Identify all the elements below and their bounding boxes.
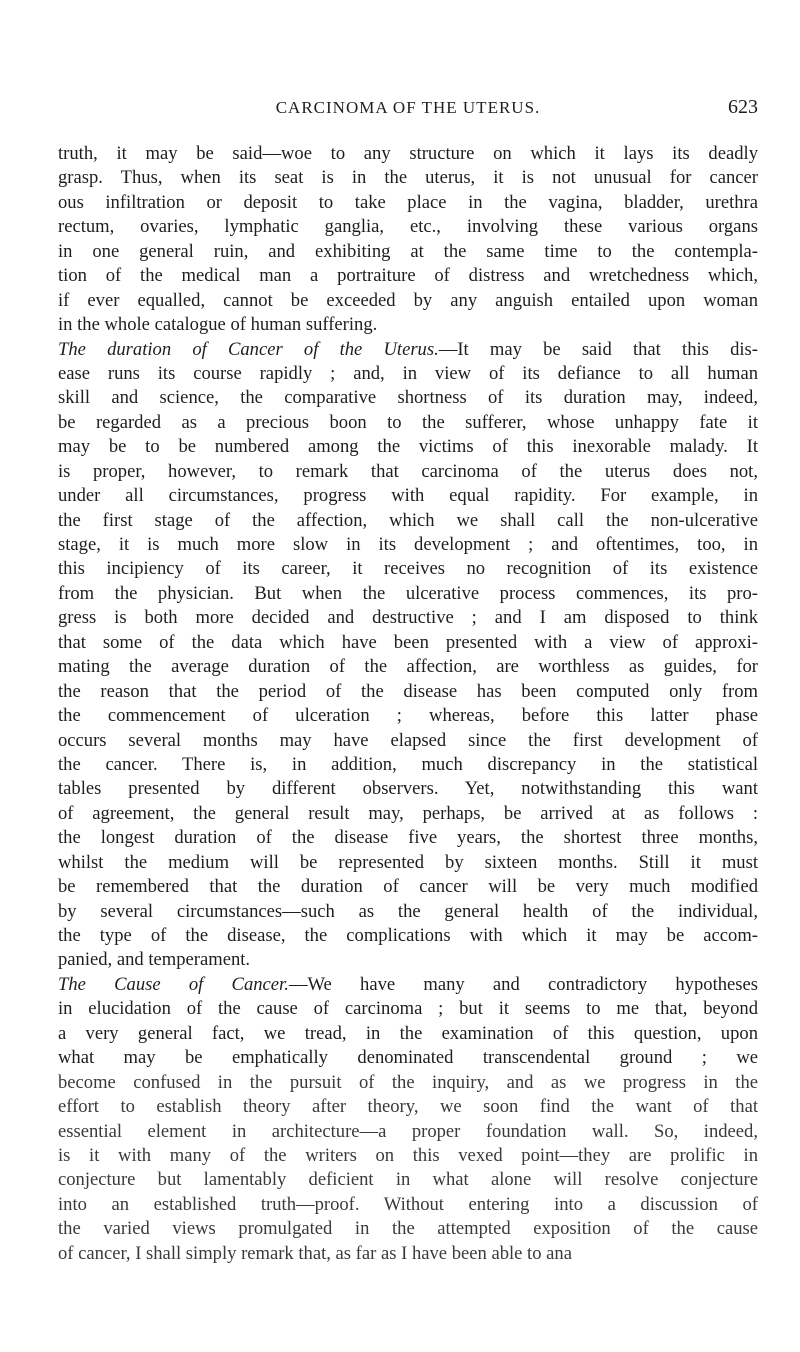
text-line: conjecture but lamentably deficient in what alone will resolve conjecture xyxy=(58,1169,758,1191)
text-line: a very general fact, we tread, in the examination of this question, upon xyxy=(58,1022,758,1044)
text-line: the reason that the period of the disease has been computed only from xyxy=(58,680,758,702)
text-line: what may be emphatically denominated transcendental ground ; we xyxy=(58,1047,758,1069)
text-line: essential element in architecture—a proper foundation wall. So, indeed, xyxy=(58,1120,758,1142)
section-heading-line: The duration of Cancer of the Uterus.—It may be said that this dis- xyxy=(58,338,758,360)
text-line: the first stage of the affection, which we shall call the non-ulcerative xyxy=(58,509,758,531)
text-line: that some of the data which have been presented with a view of approxi- xyxy=(58,631,758,653)
text-line: be regarded as a precious boon to the sufferer, whose unhappy fate it xyxy=(58,411,758,433)
text-line: from the physician. But when the ulcerative process commences, its pro- xyxy=(58,582,758,604)
text-line: ous infiltration or deposit to take place in the vagina, bladder, urethra xyxy=(58,191,758,213)
running-title: CARCINOMA OF THE UTERUS. xyxy=(275,98,541,117)
text-line: the commencement of ulceration ; whereas, before this latter phase xyxy=(58,705,758,727)
text-line: whilst the medium will be represented by sixteen months. Still it must xyxy=(58,851,758,873)
text-line: the cancer. There is, in addition, much discrepancy in the statistical xyxy=(58,753,758,775)
text-line: of cancer, I shall simply remark that, as far as I have been able to ana xyxy=(58,1242,572,1264)
text-line: truth, it may be said—woe to any structure on which it lays its deadly xyxy=(58,143,758,164)
text-line: tion of the medical man a portraiture of distress and wretchedness which, xyxy=(58,265,758,287)
text-line: skill and science, the comparative shortness of its duration may, indeed, xyxy=(58,387,758,409)
text-line: in one general ruin, and exhibiting at the same time to the contempla- xyxy=(58,240,758,262)
text-line: ease runs its course rapidly ; and, in view of its defiance to all human xyxy=(58,362,758,384)
text-line: be remembered that the duration of cancer will be very much modified xyxy=(58,876,758,898)
text-line: the type of the disease, the complications with which it may be accom- xyxy=(58,925,758,946)
text-line: the varied views promulgated in the attempted exposition of the cause xyxy=(58,1218,758,1240)
text-line: into an established truth—proof. Without entering into a discussion of xyxy=(58,1193,758,1215)
page-number: 623 xyxy=(728,96,758,118)
text-line: effort to establish theory after theory, we soon find the want of that xyxy=(58,1096,758,1118)
text-line: in the whole catalogue of human suffering. xyxy=(58,314,378,336)
text-line: mating the average duration of the affection, are worthless as guides, for xyxy=(58,656,758,678)
section-heading-line: The Cause of Cancer.—We have many and contradictory hypotheses xyxy=(58,973,759,995)
text-line: gress is both more decided and destructive ; and I am disposed to think xyxy=(58,607,758,629)
text-line: stage, it is much more slow in its development ; and oftentimes, too, in xyxy=(58,534,758,555)
text-line: tables presented by different observers. Yet, notwithstanding this want xyxy=(58,778,758,800)
text-line: may be to be numbered among the victims of this inexorable malady. It xyxy=(58,436,758,458)
text-line: of agreement, the general result may, perhaps, be arrived at as follows : xyxy=(58,802,758,824)
text-line: is it with many of the writers on this vexed point—they are prolific in xyxy=(58,1144,758,1166)
text-line: rectum, ovaries, lymphatic ganglia, etc., involving these various organs xyxy=(58,216,758,238)
body-text xyxy=(58,142,758,1266)
text-line: if ever equalled, cannot be exceeded by any anguish entailed upon woman xyxy=(58,289,758,311)
text-line: is proper, however, to remark that carcinoma of the uterus does not, xyxy=(58,460,758,482)
text-line: become confused in the pursuit of the inquiry, and as we progress in the xyxy=(58,1071,758,1093)
text-line: occurs several months may have elapsed since the first development of xyxy=(58,729,758,751)
text-line: by several circumstances—such as the general health of the individual, xyxy=(58,900,758,922)
text-line: grasp. Thus, when its seat is in the uterus, it is not unusual for cancer xyxy=(58,167,758,189)
page-header xyxy=(58,94,758,124)
text-line: the longest duration of the disease five years, the shortest three months, xyxy=(58,827,758,849)
text-line: this incipiency of its career, it receives no recognition of its existence xyxy=(58,558,758,580)
text-line: panied, and temperament. xyxy=(58,949,251,971)
text-line: under all circumstances, progress with equal rapidity. For example, in xyxy=(58,485,758,507)
text-line: in elucidation of the cause of carcinoma ; but it seems to me that, beyond xyxy=(58,998,758,1020)
